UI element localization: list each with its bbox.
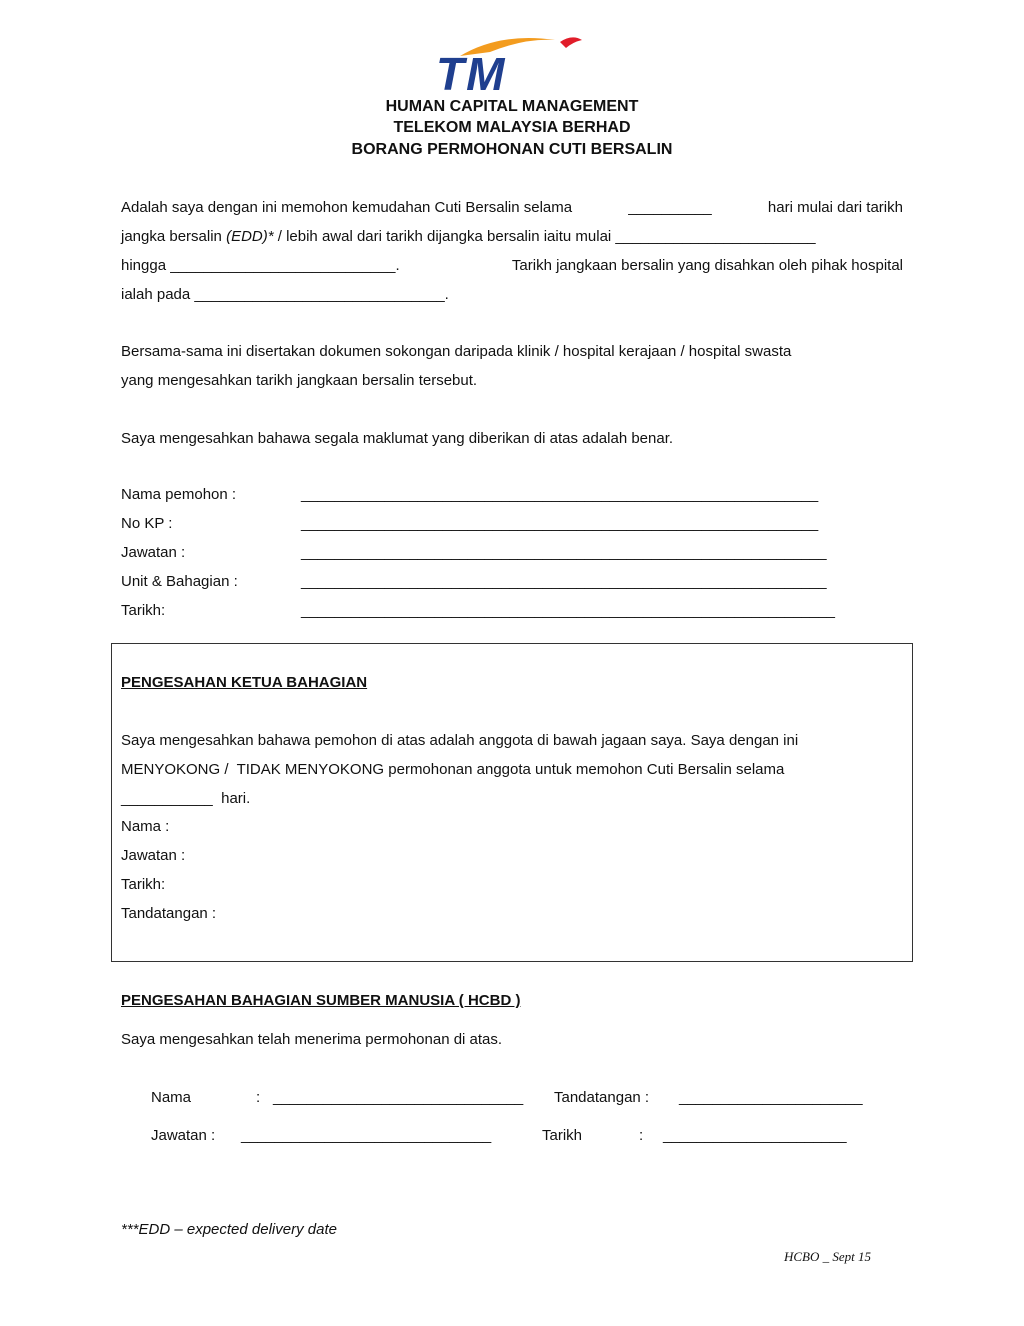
logo-bird: [560, 37, 582, 48]
unit-field[interactable]: _______________________________________________________________: [301, 573, 827, 590]
head-name-label: Nama :: [121, 818, 170, 835]
intro-text: [121, 222, 816, 251]
hr-name-colon: :: [256, 1089, 261, 1106]
hr-position-label: Jawatan :: [151, 1127, 216, 1144]
unit-label: Unit & Bahagian :: [121, 573, 238, 590]
support-line-1: [121, 337, 903, 366]
applicant-name-label: Nama pemohon :: [121, 486, 237, 503]
tm-logo: [430, 28, 590, 100]
hr-date-field[interactable]: ______________________: [663, 1127, 847, 1144]
intro-text-part: / lebih awal dari tarikh dijangka bersalin iaitu mulai ________________________: [273, 228, 816, 245]
hr-position-field[interactable]: ______________________________: [241, 1127, 492, 1144]
hr-approval-text: Saya mengesahkan telah menerima permohonan di atas.: [121, 1031, 503, 1048]
hr-approval-title: PENGESAHAN BAHAGIAN SUMBER MANUSIA ( HCBD ): [121, 992, 521, 1009]
date-label: Tarikh:: [121, 602, 166, 619]
form-code: HCBO _ Sept 15: [784, 1249, 872, 1264]
form-title: BORANG PERMOHONAN CUTI BERSALIN: [351, 141, 673, 158]
intro-line-4: ialah pada ______________________________.: [121, 286, 449, 303]
ic-number-label: No KP :: [121, 515, 173, 532]
support-text: Bersama-sama ini disertakan dokumen sokongan daripada klinik / hospital kerajaan / hospital swasta: [121, 343, 792, 360]
intro-text: Tarikh jangkaan bersalin yang disahkan oleh pihak hospital: [511, 257, 903, 274]
head-approval-line-2: MENYOKONG / TIDAK MENYOKONG permohonan anggota untuk memohon Cuti Bersalin selama: [121, 761, 785, 778]
intro-line-2: [121, 222, 903, 251]
support-line-2: yang mengesahkan tarikh jangkaan bersalin tersebut.: [121, 372, 478, 389]
head-approval-title: PENGESAHAN KETUA BAHAGIAN: [121, 674, 368, 691]
hr-signature-label: Tandatangan :: [554, 1089, 650, 1106]
intro-line-1: [121, 193, 903, 222]
edd-footnote: ***EDD – expected delivery date: [121, 1221, 337, 1238]
hr-date-label: Tarikh: [542, 1127, 583, 1144]
hr-name-field[interactable]: ______________________________: [273, 1089, 524, 1106]
hr-signature-field[interactable]: ______________________: [679, 1089, 863, 1106]
date-field[interactable]: ________________________________________________________________: [301, 602, 835, 619]
edd-text: (EDD)*: [226, 228, 274, 245]
intro-text: hingga ___________________________.: [121, 257, 400, 274]
head-position-label: Jawatan :: [121, 847, 186, 864]
position-label: Jawatan :: [121, 544, 186, 561]
head-approval-line-1: Saya mengesahkan bahawa pemohon di atas adalah anggota di bawah jagaan saya. Saya dengan ini: [121, 732, 799, 749]
intro-paragraph: [121, 193, 903, 309]
tm-logo-graphic: [430, 28, 590, 100]
position-field[interactable]: _______________________________________________________________: [301, 544, 827, 561]
days-blank: __________: [628, 199, 712, 216]
hr-date-colon: :: [639, 1127, 644, 1144]
header-line-2: TELEKOM MALAYSIA BERHAD: [393, 119, 631, 136]
logo-text: TM: [436, 48, 507, 100]
head-date-label: Tarikh:: [121, 876, 166, 893]
intro-text-part: jangka bersalin: [121, 228, 227, 245]
confirmation-text: Saya mengesahkan bahawa segala maklumat yang diberikan di atas adalah benar.: [121, 430, 674, 447]
head-approval-days[interactable]: ___________ hari.: [121, 790, 251, 807]
intro-line-3: [121, 251, 903, 280]
intro-text: hari mulai dari tarikh: [767, 199, 903, 216]
header-line-1: HUMAN CAPITAL MANAGEMENT: [385, 98, 639, 115]
support-paragraph: [121, 337, 903, 395]
head-signature-label: Tandatangan :: [121, 905, 217, 922]
ic-number-field[interactable]: ______________________________________________________________: [301, 515, 819, 532]
applicant-name-field[interactable]: ______________________________________________________________: [301, 486, 819, 503]
hr-name-label: Nama: [151, 1089, 192, 1106]
intro-text: Adalah saya dengan ini memohon kemudahan Cuti Bersalin selama: [121, 199, 573, 216]
